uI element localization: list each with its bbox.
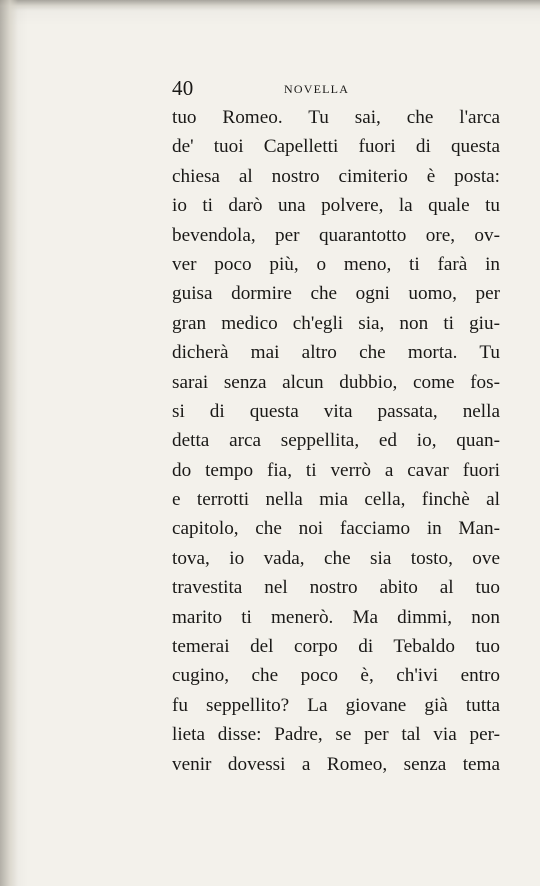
text-line: ver poco più, o meno, ti farà in (172, 253, 500, 275)
text-line: capitolo, che noi facciamo in Man- (172, 518, 500, 540)
text-line: cugino, che poco è, ch'ivi entro (172, 665, 500, 687)
text-line: marito ti menerò. Ma dimmi, non (172, 606, 500, 628)
text-line: dicherà mai altro che morta. Tu (172, 342, 500, 364)
page-number: 40 (172, 76, 194, 100)
text-line: tuo Romeo. Tu sai, che l'arca (172, 107, 500, 128)
text-line: do tempo fia, ti verrò a cavar fuori (172, 459, 500, 481)
page-header (172, 76, 502, 102)
text-line: venir dovessi a Romeo, senza tema (172, 753, 500, 775)
text-line: guisa dormire che ogni uomo, per (172, 283, 500, 305)
text-line: si di questa vita passata, nella (172, 400, 500, 422)
text-line: e terrotti nella mia cella, finchè al (172, 489, 500, 511)
body-text (172, 103, 500, 779)
text-line: gran medico ch'egli sia, non ti giu- (172, 312, 500, 334)
running-head: NOVELLA (284, 82, 350, 96)
text-line: de' tuoi Capelletti fuori di questa (172, 136, 500, 158)
text-line: travestita nel nostro abito al tuo (172, 577, 500, 599)
text-line: detta arca seppellita, ed io, quan- (172, 430, 500, 452)
text-line: lieta disse: Padre, se per tal via per- (172, 724, 500, 746)
text-line: fu seppellito? La giovane già tutta (172, 694, 500, 716)
text-line: sarai senza alcun dubbio, come fos- (172, 371, 500, 393)
text-line: tova, io vada, che sia tosto, ove (172, 547, 500, 569)
text-line: temerai del corpo di Tebaldo tuo (172, 636, 500, 658)
text-line: chiesa al nostro cimiterio è posta: (172, 165, 500, 187)
page-top-edge (0, 0, 540, 10)
text-line: bevendola, per quarantotto ore, ov- (172, 224, 500, 246)
page-left-edge (0, 0, 18, 886)
text-line: io ti darò una polvere, la quale tu (172, 195, 500, 217)
